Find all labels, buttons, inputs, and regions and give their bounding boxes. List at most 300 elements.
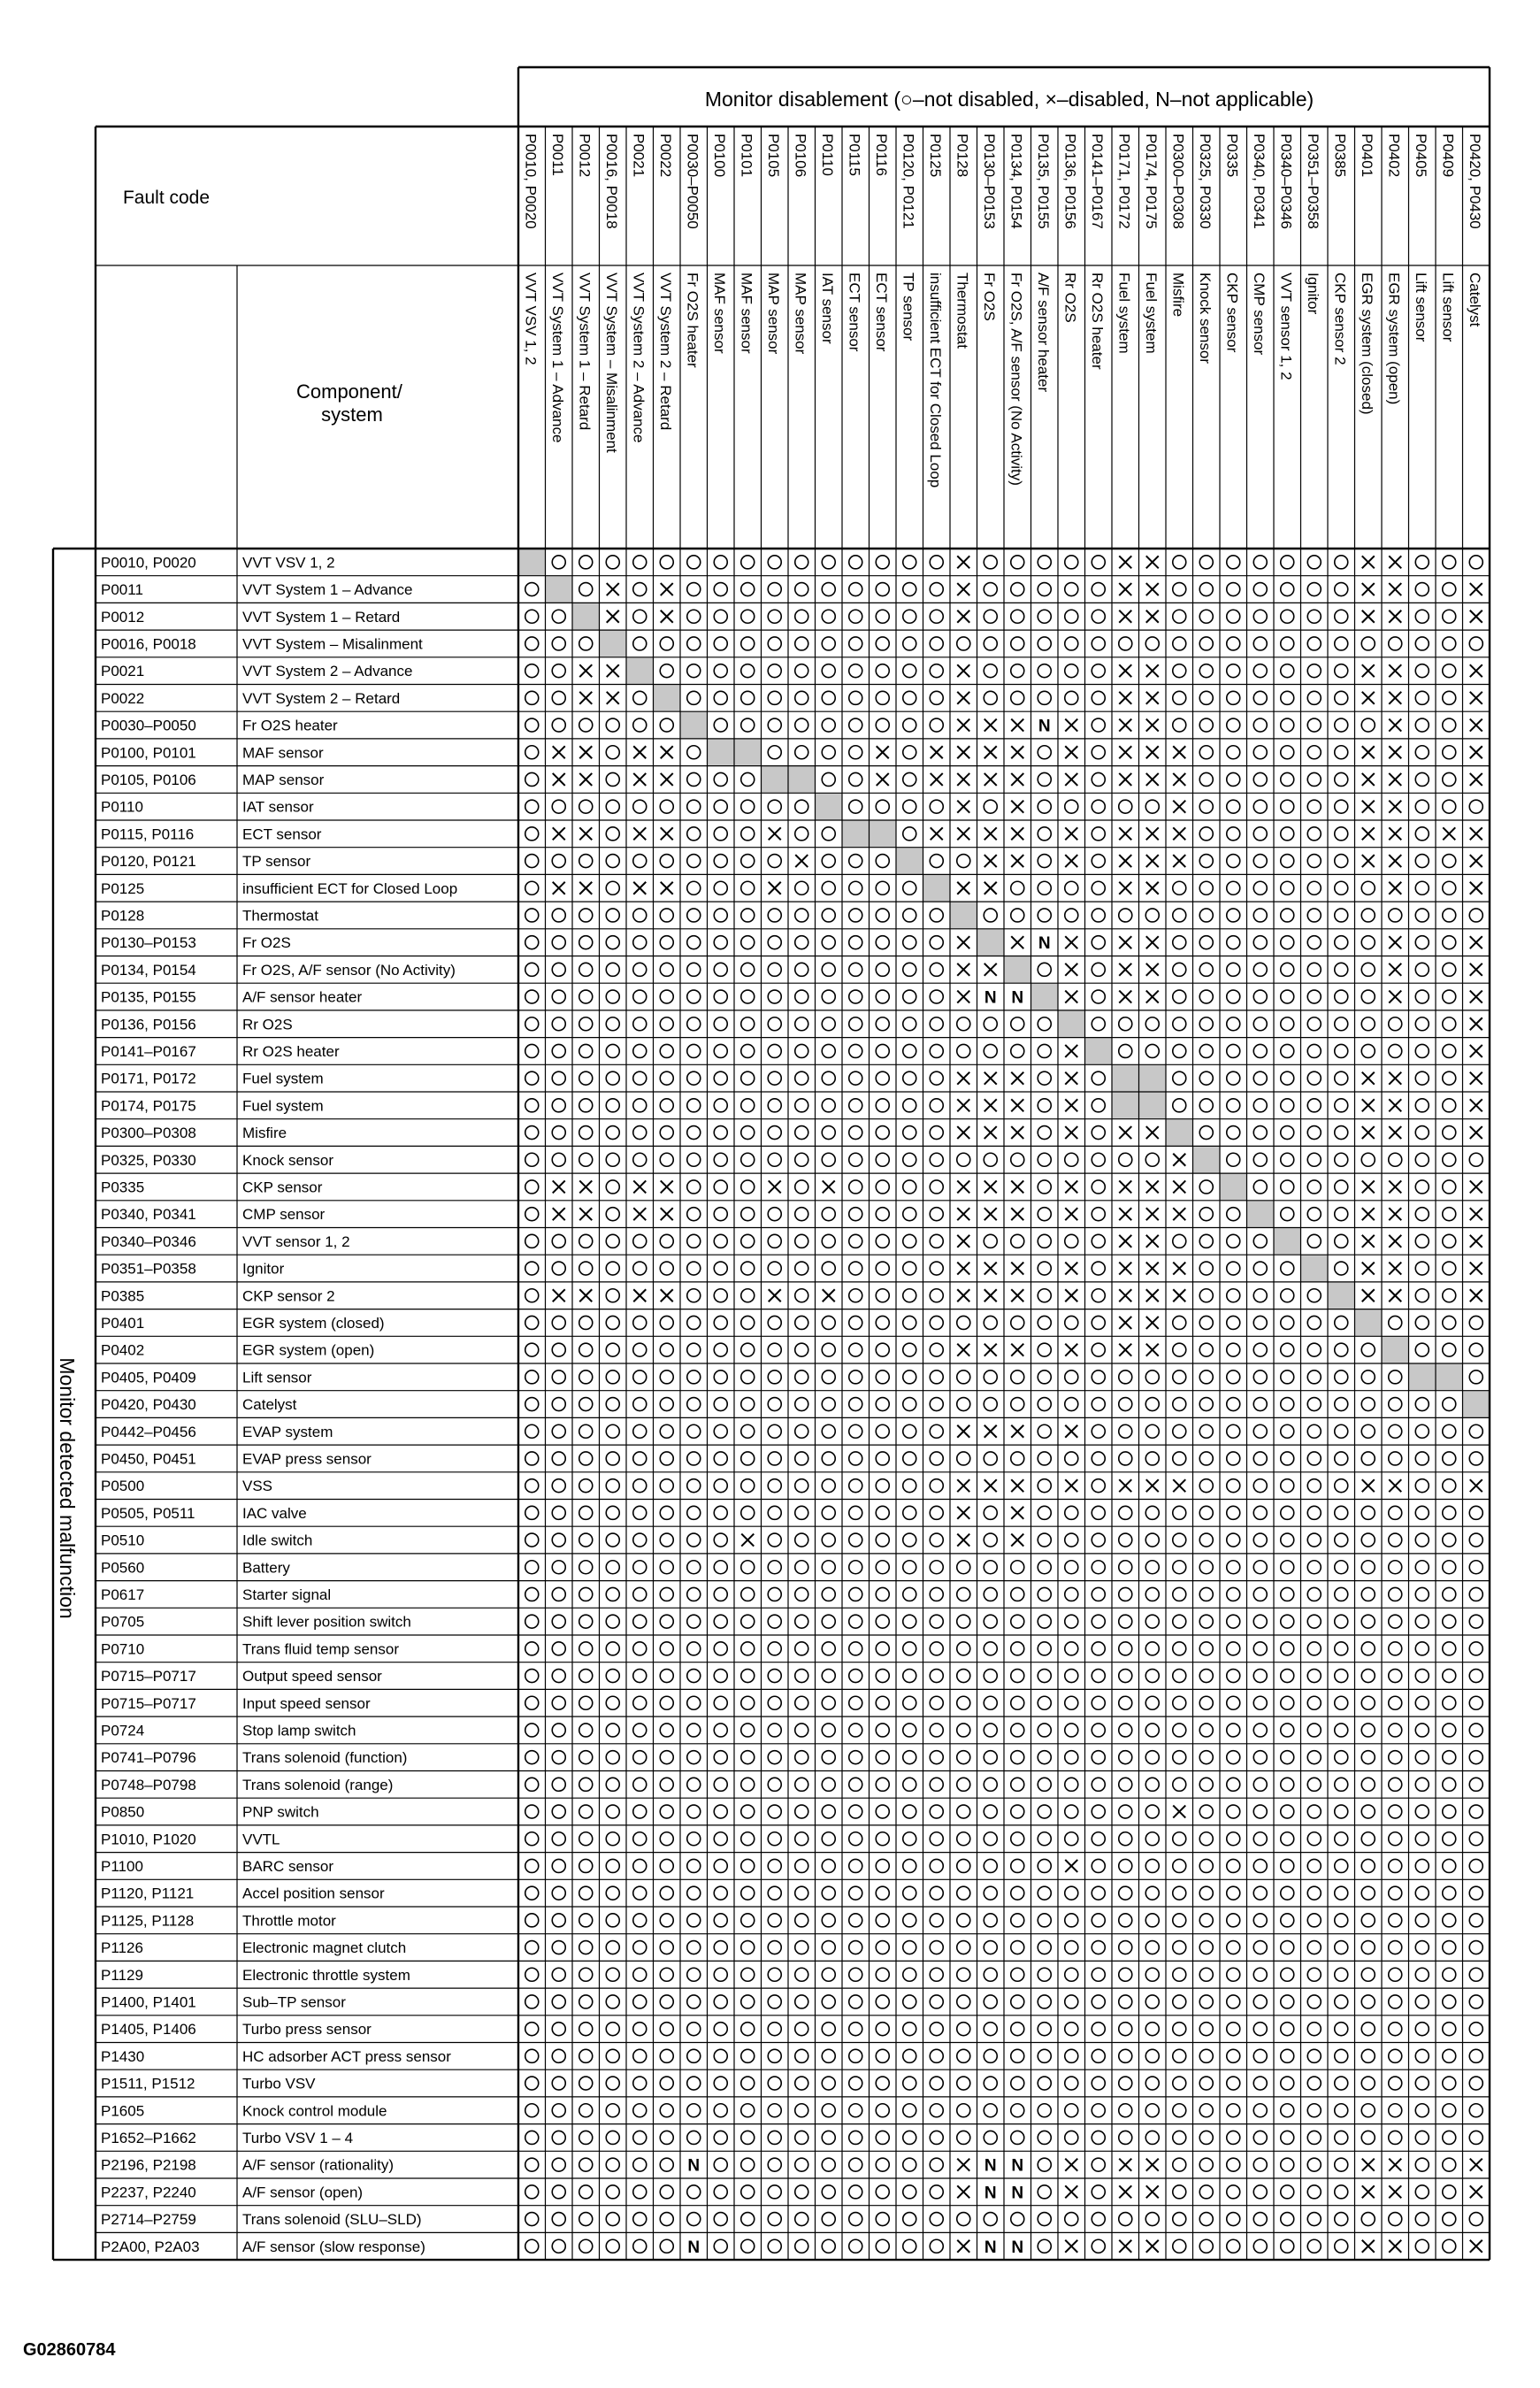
disabled-mark: [1146, 1208, 1159, 1220]
not-disabled-mark: [714, 556, 727, 569]
not-disabled-mark: [1227, 1670, 1240, 1683]
not-disabled-mark: [984, 1642, 997, 1655]
not-disabled-mark: [1443, 2077, 1456, 2090]
not-disabled-mark: [552, 909, 565, 922]
not-disabled-mark: [795, 1561, 808, 1574]
not-disabled-mark: [606, 1914, 619, 1927]
not-disabled-mark: [1173, 1968, 1186, 1981]
not-disabled-mark: [606, 1398, 619, 1411]
not-disabled-mark: [633, 1805, 647, 1818]
not-disabled-mark: [525, 2077, 539, 2090]
not-disabled-mark: [984, 583, 997, 596]
row-component: Input speed sensor: [242, 1694, 371, 1712]
not-disabled-mark: [1227, 1561, 1240, 1574]
not-disabled-mark: [660, 1805, 673, 1818]
not-disabled-mark: [849, 746, 862, 759]
not-disabled-mark: [795, 691, 808, 704]
not-disabled-mark: [876, 1670, 889, 1683]
not-disabled-mark: [1119, 1941, 1132, 1954]
not-disabled-mark: [633, 1533, 647, 1547]
not-disabled-mark: [714, 1371, 727, 1384]
disabled-mark: [661, 1289, 673, 1301]
not-disabled-mark: [1038, 556, 1051, 569]
not-disabled-mark: [1119, 1452, 1132, 1465]
not-disabled-mark: [876, 1017, 889, 1031]
not-disabled-mark: [741, 1044, 755, 1057]
not-disabled-mark: [741, 1724, 755, 1737]
not-disabled-mark: [1227, 691, 1240, 704]
not-disabled-mark: [525, 664, 539, 678]
not-disabled-mark: [1227, 1832, 1240, 1846]
disabled-mark: [1011, 1099, 1023, 1111]
not-disabled-mark: [1119, 1371, 1132, 1384]
not-disabled-mark: [795, 963, 808, 976]
not-disabled-mark: [1253, 1615, 1267, 1628]
not-disabled-mark: [1092, 800, 1105, 813]
not-disabled-mark: [1011, 2104, 1024, 2117]
not-disabled-mark: [903, 936, 916, 949]
not-disabled-mark: [1415, 990, 1429, 1003]
not-disabled-mark: [930, 1316, 943, 1329]
not-disabled-mark: [930, 1452, 943, 1465]
not-disabled-mark: [525, 1670, 539, 1683]
not-disabled-mark: [1307, 1071, 1321, 1085]
not-disabled-mark: [1227, 990, 1240, 1003]
not-applicable-mark: N: [687, 2156, 701, 2176]
not-disabled-mark: [1335, 2131, 1348, 2144]
not-disabled-mark: [795, 1180, 808, 1194]
not-disabled-mark: [525, 2239, 539, 2253]
disabled-mark: [1389, 1072, 1401, 1085]
not-disabled-mark: [822, 2158, 835, 2171]
not-disabled-mark: [1173, 1886, 1186, 1900]
disabled-mark: [931, 746, 943, 758]
row-fault-code: P0420, P0430: [101, 1396, 196, 1414]
not-disabled-mark: [714, 1696, 727, 1709]
disabled-mark: [957, 964, 969, 976]
not-disabled-mark: [1038, 1208, 1051, 1221]
not-disabled-mark: [633, 691, 647, 704]
row-fault-code: P0012: [101, 608, 145, 626]
not-disabled-mark: [1361, 1017, 1375, 1031]
not-disabled-mark: [1038, 1371, 1051, 1384]
not-disabled-mark: [1119, 2213, 1132, 2226]
not-disabled-mark: [1199, 1642, 1213, 1655]
not-disabled-mark: [633, 1914, 647, 1927]
disabled-mark: [769, 827, 781, 840]
not-disabled-mark: [552, 936, 565, 949]
not-disabled-mark: [1038, 1615, 1051, 1628]
not-disabled-mark: [1415, 881, 1429, 895]
not-disabled-mark: [1119, 1424, 1132, 1438]
not-disabled-mark: [1307, 2049, 1321, 2062]
not-disabled-mark: [984, 1805, 997, 1818]
not-disabled-mark: [876, 2049, 889, 2062]
row-fault-code: P0125: [101, 879, 145, 897]
not-disabled-mark: [930, 2049, 943, 2062]
not-disabled-mark: [633, 1724, 647, 1737]
not-disabled-mark: [1227, 1289, 1240, 1302]
not-disabled-mark: [687, 909, 701, 922]
not-disabled-mark: [1092, 936, 1105, 949]
not-disabled-mark: [1253, 2213, 1267, 2226]
not-disabled-mark: [1173, 1506, 1186, 1519]
not-disabled-mark: [1173, 556, 1186, 569]
not-disabled-mark: [1253, 827, 1267, 841]
not-disabled-mark: [741, 1778, 755, 1791]
not-disabled-mark: [849, 1696, 862, 1709]
not-disabled-mark: [1281, 1371, 1294, 1384]
not-disabled-mark: [1199, 1289, 1213, 1302]
disabled-mark: [769, 882, 781, 895]
disabled-mark: [985, 1425, 997, 1438]
column-component: Fuel system: [1142, 273, 1160, 354]
not-disabled-mark: [660, 1941, 673, 1954]
disabled-mark: [1362, 1263, 1375, 1275]
not-disabled-mark: [876, 556, 889, 569]
not-disabled-mark: [579, 1670, 593, 1683]
disabled-mark: [1389, 2159, 1401, 2171]
not-disabled-mark: [903, 2239, 916, 2253]
row-fault-code: P0016, P0018: [101, 635, 196, 653]
not-disabled-mark: [714, 1126, 727, 1140]
not-disabled-mark: [1038, 1071, 1051, 1085]
not-disabled-mark: [1443, 1696, 1456, 1709]
not-disabled-mark: [1038, 1343, 1051, 1356]
not-disabled-mark: [525, 2049, 539, 2062]
not-disabled-mark: [525, 1886, 539, 1900]
not-disabled-mark: [849, 909, 862, 922]
disabled-mark: [1362, 664, 1375, 677]
not-disabled-mark: [606, 1452, 619, 1465]
not-disabled-mark: [876, 583, 889, 596]
not-disabled-mark: [1307, 583, 1321, 596]
not-disabled-mark: [1173, 610, 1186, 623]
not-disabled-mark: [1335, 1859, 1348, 1872]
not-disabled-mark: [1361, 1995, 1375, 2008]
not-disabled-mark: [1227, 1153, 1240, 1166]
column-component: Fr O2S: [980, 273, 998, 321]
disabled-mark: [1065, 1425, 1077, 1438]
not-disabled-mark: [1199, 1452, 1213, 1465]
not-disabled-mark: [1307, 1778, 1321, 1791]
not-disabled-mark: [1307, 1452, 1321, 1465]
row-component: Knock sensor: [242, 1151, 333, 1169]
not-disabled-mark: [1389, 1642, 1402, 1655]
not-disabled-mark: [1011, 1587, 1024, 1601]
column-component: MAF sensor: [738, 273, 755, 354]
not-disabled-mark: [930, 1371, 943, 1384]
not-disabled-mark: [1443, 2049, 1456, 2062]
not-disabled-mark: [1361, 2077, 1375, 2090]
not-disabled-mark: [1253, 1398, 1267, 1411]
not-disabled-mark: [1469, 1778, 1483, 1791]
disabled-mark: [1146, 746, 1159, 758]
not-disabled-mark: [1281, 2077, 1294, 2090]
not-disabled-mark: [930, 1968, 943, 1981]
not-disabled-mark: [525, 1859, 539, 1872]
not-disabled-mark: [633, 2104, 647, 2117]
not-disabled-mark: [1415, 1099, 1429, 1112]
not-disabled-mark: [1335, 1126, 1348, 1140]
not-disabled-mark: [930, 556, 943, 569]
not-disabled-mark: [930, 1533, 943, 1547]
disabled-mark: [877, 773, 889, 786]
not-disabled-mark: [1253, 1995, 1267, 2008]
not-disabled-mark: [1307, 1126, 1321, 1140]
disabled-mark: [1146, 719, 1159, 732]
not-disabled-mark: [606, 2049, 619, 2062]
not-disabled-mark: [795, 1615, 808, 1628]
column-fault-code: P0115: [846, 134, 863, 176]
not-disabled-mark: [1335, 1153, 1348, 1166]
disabled-mark: [1389, 855, 1401, 867]
not-disabled-mark: [741, 1289, 755, 1302]
not-disabled-mark: [903, 2185, 916, 2199]
not-disabled-mark: [741, 1017, 755, 1031]
not-disabled-mark: [1415, 2023, 1429, 2036]
not-disabled-mark: [606, 1234, 619, 1248]
column-fault-code: P0010, P0020: [522, 134, 540, 229]
shaded-cell: [1112, 1092, 1139, 1119]
not-disabled-mark: [1065, 1587, 1078, 1601]
not-disabled-mark: [687, 556, 701, 569]
not-disabled-mark: [1281, 827, 1294, 841]
not-disabled-mark: [984, 1153, 997, 1166]
not-disabled-mark: [849, 1886, 862, 1900]
not-disabled-mark: [1281, 2104, 1294, 2117]
not-disabled-mark: [1092, 1696, 1105, 1709]
not-disabled-mark: [525, 1398, 539, 1411]
column-fault-code: P0420, P0430: [1466, 134, 1483, 229]
not-disabled-mark: [822, 664, 835, 678]
not-disabled-mark: [1335, 800, 1348, 813]
not-disabled-mark: [957, 1670, 970, 1683]
not-disabled-mark: [1065, 1561, 1078, 1574]
not-disabled-mark: [1038, 1289, 1051, 1302]
not-disabled-mark: [1361, 1696, 1375, 1709]
not-disabled-mark: [714, 1479, 727, 1493]
not-disabled-mark: [1361, 2023, 1375, 2036]
not-disabled-mark: [984, 664, 997, 678]
not-disabled-mark: [552, 1670, 565, 1683]
disabled-mark: [985, 1344, 997, 1356]
not-disabled-mark: [741, 1968, 755, 1981]
not-disabled-mark: [903, 827, 916, 841]
not-disabled-mark: [633, 1371, 647, 1384]
not-disabled-mark: [876, 1968, 889, 1981]
not-disabled-mark: [606, 963, 619, 976]
not-disabled-mark: [1227, 1886, 1240, 1900]
not-disabled-mark: [876, 1533, 889, 1547]
disabled-mark: [1362, 1072, 1375, 1085]
not-disabled-mark: [579, 1832, 593, 1846]
row-component: VVT System 2 – Advance: [242, 663, 413, 680]
not-disabled-mark: [714, 1642, 727, 1655]
not-disabled-mark: [687, 1398, 701, 1411]
not-disabled-mark: [1361, 1615, 1375, 1628]
not-disabled-mark: [525, 1995, 539, 2008]
not-disabled-mark: [606, 1724, 619, 1737]
not-disabled-mark: [687, 691, 701, 704]
disabled-mark: [741, 1534, 754, 1547]
not-disabled-mark: [1281, 1696, 1294, 1709]
disabled-mark: [607, 610, 619, 623]
disabled-mark: [1146, 882, 1159, 895]
not-disabled-mark: [1092, 2131, 1105, 2144]
not-disabled-mark: [633, 1995, 647, 2008]
not-disabled-mark: [1307, 2158, 1321, 2171]
disabled-mark: [579, 1289, 592, 1301]
not-disabled-mark: [1199, 855, 1213, 868]
not-disabled-mark: [903, 1724, 916, 1737]
not-disabled-mark: [795, 2131, 808, 2144]
not-disabled-mark: [660, 718, 673, 732]
not-disabled-mark: [1227, 1859, 1240, 1872]
disabled-mark: [1470, 692, 1483, 704]
not-disabled-mark: [741, 1615, 755, 1628]
disabled-mark: [985, 827, 997, 840]
not-disabled-mark: [1038, 1452, 1051, 1465]
disabled-mark: [1011, 1072, 1023, 1085]
disabled-mark: [661, 746, 673, 758]
not-disabled-mark: [633, 556, 647, 569]
not-disabled-mark: [1415, 1778, 1429, 1791]
column-fault-code: P0012: [576, 134, 594, 178]
not-disabled-mark: [1145, 2104, 1159, 2117]
not-disabled-mark: [1227, 1751, 1240, 1764]
not-disabled-mark: [876, 1587, 889, 1601]
disabled-mark: [957, 1479, 969, 1492]
column-component: Rr O2S: [1061, 273, 1079, 323]
disabled-mark: [1389, 1289, 1401, 1301]
row-fault-code: P2A00, P2A03: [101, 2238, 200, 2255]
not-disabled-mark: [1173, 2023, 1186, 2036]
disabled-mark: [1362, 827, 1375, 840]
column-component: VVT System 1 – Retard: [576, 273, 594, 431]
not-disabled-mark: [1443, 1995, 1456, 2008]
shaded-cell: [1301, 1255, 1329, 1282]
not-disabled-mark: [1065, 2023, 1078, 2036]
not-disabled-mark: [741, 1696, 755, 1709]
row-fault-code: P0300–P0308: [101, 1125, 196, 1142]
not-disabled-mark: [930, 1724, 943, 1737]
not-disabled-mark: [768, 1371, 781, 1384]
disabled-mark: [1173, 773, 1185, 786]
not-disabled-mark: [822, 1778, 835, 1791]
not-disabled-mark: [903, 909, 916, 922]
not-disabled-mark: [903, 1533, 916, 1547]
not-disabled-mark: [1199, 1670, 1213, 1683]
not-disabled-mark: [633, 2023, 647, 2036]
not-disabled-mark: [1092, 1424, 1105, 1438]
column-component: ECT sensor: [846, 273, 863, 352]
disabled-mark: [1173, 1289, 1185, 1301]
not-disabled-mark: [525, 1561, 539, 1574]
row-component: Lift sensor: [242, 1369, 312, 1386]
disabled-mark: [1389, 2185, 1401, 2198]
not-disabled-mark: [822, 772, 835, 786]
not-disabled-mark: [1281, 1208, 1294, 1221]
not-disabled-mark: [1173, 1561, 1186, 1574]
not-disabled-mark: [930, 1071, 943, 1085]
not-disabled-mark: [795, 800, 808, 813]
shaded-cell: [680, 711, 708, 739]
not-disabled-mark: [1119, 1724, 1132, 1737]
not-disabled-mark: [1335, 1886, 1348, 1900]
not-disabled-mark: [1443, 909, 1456, 922]
not-disabled-mark: [822, 637, 835, 650]
not-disabled-mark: [741, 2131, 755, 2144]
not-disabled-mark: [1038, 1099, 1051, 1112]
column-component: Lift sensor: [1412, 273, 1429, 342]
not-disabled-mark: [579, 1506, 593, 1519]
not-disabled-mark: [714, 2023, 727, 2036]
not-disabled-mark: [552, 1724, 565, 1737]
column-component: insufficient ECT for Closed Loop: [926, 273, 944, 488]
not-disabled-mark: [579, 1886, 593, 1900]
not-disabled-mark: [1199, 963, 1213, 976]
column-component: Fuel system: [1115, 273, 1133, 354]
not-disabled-mark: [1038, 1234, 1051, 1248]
not-disabled-mark: [1227, 2049, 1240, 2062]
not-disabled-mark: [903, 1506, 916, 1519]
not-disabled-mark: [849, 881, 862, 895]
not-disabled-mark: [849, 718, 862, 732]
not-disabled-mark: [606, 1995, 619, 2008]
not-disabled-mark: [1253, 1289, 1267, 1302]
not-disabled-mark: [903, 1316, 916, 1329]
not-disabled-mark: [687, 2213, 701, 2226]
not-disabled-mark: [1415, 2077, 1429, 2090]
not-disabled-mark: [1199, 1805, 1213, 1818]
not-disabled-mark: [1199, 1778, 1213, 1791]
column-fault-code: P0101: [738, 134, 755, 178]
not-disabled-mark: [849, 1670, 862, 1683]
not-disabled-mark: [606, 2131, 619, 2144]
disabled-mark: [1470, 1099, 1483, 1111]
not-disabled-mark: [1361, 2213, 1375, 2226]
not-disabled-mark: [795, 2158, 808, 2171]
not-disabled-mark: [1199, 2023, 1213, 2036]
not-disabled-mark: [1173, 1044, 1186, 1057]
not-disabled-mark: [1415, 610, 1429, 623]
not-disabled-mark: [525, 2104, 539, 2117]
column-component: VVT System 2 – Advance: [630, 273, 647, 443]
not-disabled-mark: [876, 909, 889, 922]
not-disabled-mark: [1199, 2077, 1213, 2090]
not-disabled-mark: [1281, 1180, 1294, 1194]
not-disabled-mark: [525, 1479, 539, 1493]
not-disabled-mark: [795, 909, 808, 922]
not-disabled-mark: [1227, 881, 1240, 895]
not-disabled-mark: [1281, 772, 1294, 786]
disabled-mark: [1362, 556, 1375, 568]
not-disabled-mark: [1092, 1778, 1105, 1791]
not-disabled-mark: [1253, 718, 1267, 732]
not-disabled-mark: [714, 1424, 727, 1438]
not-disabled-mark: [1361, 1941, 1375, 1954]
disabled-mark: [957, 2185, 969, 2198]
not-disabled-mark: [660, 1316, 673, 1329]
not-disabled-mark: [1065, 610, 1078, 623]
not-disabled-mark: [1307, 1506, 1321, 1519]
not-disabled-mark: [1389, 1805, 1402, 1818]
not-disabled-mark: [1361, 990, 1375, 1003]
row-fault-code: P0022: [101, 689, 145, 707]
not-disabled-mark: [1173, 1724, 1186, 1737]
not-disabled-mark: [552, 610, 565, 623]
